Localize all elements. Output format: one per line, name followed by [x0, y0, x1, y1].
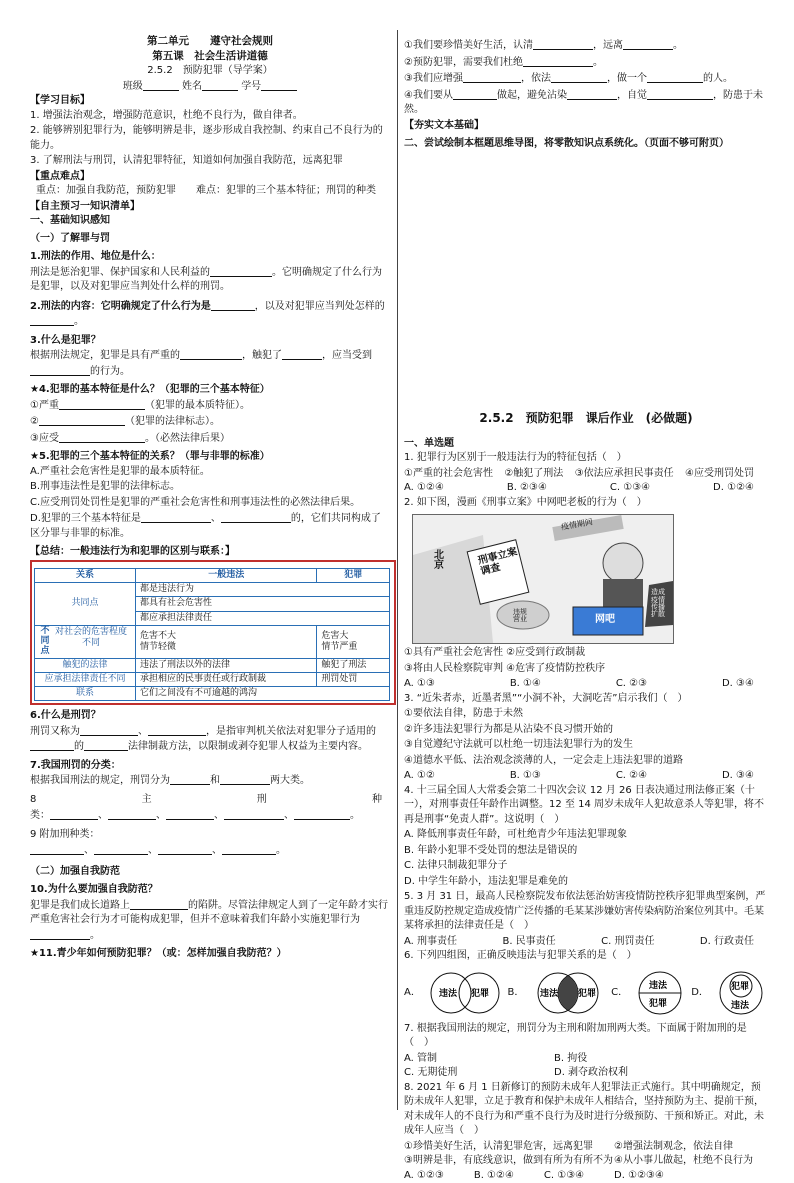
answer-blank[interactable] [158, 843, 212, 855]
option[interactable]: D. ①②④ [713, 482, 754, 494]
venn-label-crime: 犯罪 [649, 998, 668, 1009]
question-text: 9 附加刑种类： [30, 828, 100, 840]
answer-blank[interactable] [30, 314, 74, 326]
answer-blank[interactable] [84, 739, 128, 751]
question-title: 10.为什么要加强自我防范？ [30, 884, 158, 896]
venn-label-illegal: 违法 [730, 1000, 749, 1011]
statement: ①具有严重社会危害性 ②应受到行政制裁 [404, 647, 586, 659]
options-row [404, 935, 754, 950]
answer-blank[interactable] [80, 724, 138, 736]
question-text: 根据我国刑法的规定，刑罚分为 和 两大类。 [30, 775, 310, 787]
statement: ④应受刑罚处罚 [685, 467, 754, 479]
statement: ③明辨是非，有底线意识，做到有所为有所不为 [404, 1155, 613, 1167]
option-letter[interactable]: A． [404, 986, 421, 998]
option[interactable]: A. ①②④ [404, 482, 444, 494]
cartoon-sign-label: 违规营业 [513, 608, 527, 624]
question-stem: 5. 3 月 31 日，最高人民检察院发布依法惩治妨害疫情防控秩序犯罪典型案例，严重违反防控规定造成疫情广泛传播的毛某某涉嫌妨害传染病防治案位列其中。毛某某将承担的法律责任是（ ） [404, 891, 766, 932]
question-text: 刑罚又称为 、 ，是指审判机关依法对犯罪分子适用的的 法律制裁方法，以限制或剥夺犯罪人权益为主要内容。 [30, 725, 376, 753]
option[interactable]: C. ①③④ [543, 1169, 585, 1181]
answer-blank[interactable] [523, 55, 593, 67]
column-divider [397, 30, 398, 1110]
prevention-line: ①我们要珍惜美好生活，认清 ，远离 。 [404, 40, 683, 51]
common-label: 共同点 [35, 583, 136, 626]
cartoon-risk-label: 造成疫情传播扩散 [651, 588, 665, 619]
option[interactable]: C. ②③ [615, 678, 648, 690]
table-cell: 都应承担法律责任 [136, 611, 390, 625]
statement: ①严重的社会危害性 [404, 467, 493, 479]
answer-blank[interactable] [220, 773, 270, 785]
answer-blank[interactable] [221, 511, 291, 523]
option[interactable]: C. ①③④ [609, 482, 651, 494]
cartoon-cafe-label: 网吧 [595, 614, 615, 626]
answer-blank[interactable] [30, 928, 90, 940]
main-punishment-blanks: 类： 、 、 、 、 。 [30, 810, 360, 822]
additional-punishment-blanks: 、 、 、 。 [30, 843, 390, 859]
options-row [404, 1169, 664, 1183]
answer-blank[interactable] [567, 88, 617, 100]
table-row-label: 应承担法律责任不同 [35, 672, 136, 686]
question-stem: 8. 2021 年 6 月 1 日新修订的预防未成年人犯罪法正式施行。其中明确规定，预防未成年人犯罪，立足于教育和保护未成年人相结合，坚持预防为主、提前干预，对未成年人的不良行为和严重不良行为及时进行分级预防、干预和矫正。对此，未成年人应当（ ） [404, 1081, 764, 1137]
venn-label-crime: 犯罪 [730, 981, 749, 992]
venn-diagram-b[interactable] [528, 970, 607, 1016]
cartoon-period-label: 疫情期间 [560, 517, 594, 533]
answer-blank[interactable] [130, 898, 188, 910]
options-row [404, 677, 754, 692]
options-row [404, 1052, 704, 1067]
question-text: 刑法是惩治犯罪、保护国家和人民利益的 。它明确规定了什么行为是犯罪，以及对犯罪应当判处什么样的刑罚。 [30, 266, 382, 293]
table-header: 一般违法 [136, 568, 317, 582]
option[interactable]: D. ③④ [721, 678, 754, 690]
goal-item: 1. 增强法治观念，增强防范意识，杜绝不良行为，做自律者。 [30, 109, 303, 121]
relation-line: D.犯罪的三个基本特征是 、 的，它们共同构成了区分罪与非罪的标准。 [30, 513, 381, 539]
question-stem: 6. 下列四组图，正确反映违法与犯罪关系的是（ ） [404, 950, 637, 962]
table-cell: 都是违法行为 [136, 583, 390, 597]
question-title: ★5.犯罪的三个基本特征的关系？（罪与非罪的标准） [30, 451, 270, 463]
answer-blank[interactable] [453, 88, 497, 100]
table-cell: 危害不大 情节轻微 [136, 625, 317, 658]
table-row-label: 不同点 对社会的危害程度不同 [35, 625, 136, 658]
table-cell: 都具有社会危害性 [136, 597, 390, 611]
option[interactable]: B. 年龄小犯罪不受处罚的想法是错误的 [404, 844, 578, 856]
statement-row [404, 467, 754, 482]
option[interactable]: B. ①③ [509, 770, 541, 782]
table-cell: 违法了刑法以外的法律 [136, 658, 317, 672]
option[interactable]: A. ①② [404, 770, 435, 782]
answer-blank[interactable] [647, 88, 713, 100]
option[interactable]: B. ①④ [509, 678, 541, 690]
answer-blank[interactable] [148, 724, 206, 736]
option-letter[interactable]: C． [611, 986, 629, 998]
table-header: 关系 [35, 568, 136, 582]
answer-blank[interactable] [211, 299, 255, 311]
table-cell: 刑罚处罚 [317, 672, 390, 686]
question-stem: 3. “近朱者赤，近墨者黑”“小洞不补，大洞吃苦”启示我们（ ） [404, 692, 688, 704]
option[interactable]: D. 剥夺政治权利 [554, 1067, 629, 1079]
relation-line: C.应受刑罚处罚性是犯罪的严重社会危害性和刑事违法性的必然法律后果。 [30, 496, 361, 508]
feature-line: ①严重 （犯罪的最本质特征）。 [30, 399, 250, 411]
cartoon-illustration [413, 515, 673, 643]
venn-diagram-d[interactable] [713, 970, 768, 1016]
answer-blank[interactable] [94, 843, 148, 855]
diff-label: 不同点 [40, 625, 50, 656]
answer-blank[interactable] [533, 38, 593, 50]
comparison-table-frame [30, 560, 396, 705]
option[interactable]: B. ①②④ [473, 1169, 514, 1181]
venn-label-crime: 犯罪 [470, 988, 489, 999]
question-stem: 1. 犯罪行为区别于一般违法行为的特征包括（ ） [404, 452, 627, 464]
answer-blank[interactable] [222, 843, 276, 855]
unit-title: 第二单元 遵守社会规则 [147, 35, 273, 47]
options-row [404, 1066, 704, 1081]
answer-blank[interactable] [30, 739, 74, 751]
question-title: 3.什么是犯罪？ [30, 334, 101, 346]
option[interactable]: C. 刑罚责任 [601, 935, 655, 947]
table-cell: 触犯了刑法 [317, 658, 390, 672]
venn-label-illegal: 违法 [649, 980, 668, 991]
option[interactable]: B. 拘役 [554, 1052, 588, 1064]
relation-line: B.刑事违法性是犯罪的法律标志。 [30, 481, 181, 493]
table-row-label: 联系 [35, 687, 136, 701]
option[interactable]: A. 刑事责任 [404, 935, 458, 947]
answer-blank[interactable] [141, 511, 211, 523]
question-title: ★11.青少年如何预防犯罪？（或：怎样加强自我防范？） [30, 948, 287, 960]
right-column [404, 38, 768, 1183]
option-letter[interactable]: D． [691, 986, 709, 998]
option[interactable]: D. 中学生年龄小，违法犯罪是难免的 [404, 875, 569, 887]
feature-line: ② （犯罪的法律标志）。 [30, 416, 220, 428]
venn-label-illegal: 违法 [540, 988, 559, 999]
option[interactable]: A. 降低刑事责任年龄，可杜绝青少年违法犯罪现象 [404, 829, 628, 841]
left-column [30, 34, 390, 962]
question-title: ★4.犯罪的基本特征是什么？（犯罪的三个基本特征） [30, 384, 270, 396]
cartoon-image [412, 514, 674, 644]
goals-heading: 【学习目标】 [30, 95, 90, 107]
options-row [404, 481, 754, 496]
venn-label-crime: 犯罪 [578, 988, 597, 999]
lesson-title: 第五课 社会生活讲道德 [152, 50, 268, 63]
statement: ④从小事儿做起，杜绝不良行为 [614, 1155, 753, 1167]
answer-blank[interactable] [210, 265, 272, 277]
prevention-line: ④我们要从 做起，避免沾染 ，自觉 ，防患于未然。 [404, 89, 763, 115]
statement: ②增强法制观念，依法自律 [614, 1140, 733, 1152]
answer-blank[interactable] [551, 71, 607, 83]
answer-blank[interactable] [647, 71, 703, 83]
prevention-line: ②预防犯罪，需要我们杜绝 。 [404, 56, 603, 68]
answer-blank[interactable] [180, 348, 242, 360]
option[interactable]: A. 管制 [404, 1052, 438, 1064]
answer-blank[interactable] [30, 364, 90, 376]
option[interactable]: A. ①②③ [404, 1169, 444, 1181]
question-text: 犯罪是我们成长道路上 的陷阱。尽管法律规定人到了一定年龄才实行严重危害社会行为才可能构成犯罪，但并不意味着我们年龄小实施犯罪行为。 [30, 899, 388, 941]
id-label: 学号 [241, 80, 262, 92]
question-stem: 2. 如下图，漫画《刑事立案》中网吧老板的行为（ ） [404, 496, 647, 508]
part-heading: 一、单选题 [404, 437, 454, 449]
statement: ②许多违法犯罪行为都是从沾染不良习惯开始的 [404, 723, 613, 735]
option[interactable]: B. 民事责任 [502, 935, 556, 947]
answer-blank[interactable] [50, 808, 98, 820]
question-stem: 4. 十三届全国人大常委会第二十四次会议 12 月 26 日表决通过刑法修正案（十一），对刑事责任年龄作出调整。12 至 14 周岁未成年人犯故意杀人等犯罪，将不再是刑事“免责人群”。这说明（ ） [404, 784, 764, 825]
class-blank[interactable] [143, 79, 179, 91]
answer-blank[interactable] [59, 431, 145, 443]
prevention-line: ③我们应增强 ，依法 ，做一个 的人。 [404, 73, 733, 84]
venn-diagram-c[interactable] [632, 970, 687, 1016]
mindmap-task: 二、尝试绘制本框题思维导图，将零散知识点系统化。（页面不够可附页） [404, 138, 729, 149]
option[interactable]: D. ①②③④ [614, 1169, 664, 1181]
summary-heading: 【总结：一般违法行为和犯罪的区别与联系：】 [30, 546, 235, 558]
part-one-heading: 一、基础知识感知 [30, 215, 110, 227]
question-text: 2.刑法的内容：它明确规定了什么行为是 ，以及对犯罪应当判处怎样的。 [30, 300, 385, 328]
venn-label-illegal: 违法 [438, 988, 457, 999]
answer-blank[interactable] [282, 348, 322, 360]
table-cell: 承担相应的民事责任或行政制裁 [136, 672, 317, 686]
foundation-heading: 【夯实文本基础】 [404, 119, 484, 131]
key-text: 重点：加强自我防范，预防犯罪 难点：犯罪的三个基本特征；刑罚的种类 [36, 185, 376, 197]
question-title: 6.什么是刑罚？ [30, 710, 101, 722]
main-punishment-line: 8 主 刑 种 [30, 793, 382, 805]
statement: ①珍惜美好生活，认清犯罪危害，远离犯罪 [404, 1140, 593, 1152]
venn-options [404, 970, 768, 1016]
answer-blank[interactable] [463, 71, 521, 83]
table-cell: 它们之间没有不可逾越的鸿沟 [136, 687, 390, 701]
answer-blank[interactable] [294, 808, 350, 820]
options-row [404, 769, 754, 784]
name-blank[interactable] [202, 79, 238, 91]
id-blank[interactable] [261, 79, 297, 91]
venn-diagram-a[interactable] [425, 970, 504, 1016]
table-cell: 危害大 情节严重 [317, 625, 390, 658]
feature-line: ③应受 。（必然法律后果） [30, 432, 230, 444]
answer-blank[interactable] [224, 808, 284, 820]
answer-blank[interactable] [59, 398, 145, 410]
subsection-title: （一）了解罪与罚 [30, 232, 110, 244]
class-label: 班级 [122, 80, 143, 92]
option-letter[interactable]: B． [507, 986, 525, 998]
answer-blank[interactable] [108, 808, 156, 820]
answer-blank[interactable] [623, 38, 673, 50]
statement-row [404, 1140, 764, 1155]
statement: ③依法应承担民事责任 [574, 467, 674, 479]
question-title: 7.我国刑罚的分类： [30, 759, 121, 771]
table-header: 犯罪 [317, 568, 390, 582]
name-label: 姓名 [182, 80, 202, 92]
answer-blank[interactable] [166, 808, 214, 820]
statement: ④道德水平低、法治观念淡薄的人，一定会走上违法犯罪的道路 [404, 754, 683, 766]
goal-item: 2. 能够辨别犯罪行为，能够明辨是非，逐步形成自我控制、约束自己不良行为的能力。 [30, 125, 383, 151]
subsection-title: （二）加强自我防范 [30, 865, 120, 877]
option[interactable]: C. ②④ [615, 770, 648, 782]
option[interactable]: D. 行政责任 [699, 935, 754, 947]
table-row-label: 触犯的法律 [35, 658, 136, 672]
option[interactable]: B. ②③④ [506, 482, 547, 494]
cartoon-beijing-label: 北京 [431, 549, 443, 570]
key-heading: 【重点难点】 [30, 170, 90, 182]
student-info [30, 79, 390, 95]
option[interactable]: D. ③④ [721, 770, 754, 782]
question-text: 根据刑法规定，犯罪是具有严重的 ，触犯了 ，应当受到的行为。 [30, 350, 372, 377]
statement: ③将由人民检察院审判 ④危害了疫情防控秩序 [404, 662, 606, 674]
section-title: 2.5.2 预防犯罪（导学案） [147, 65, 273, 77]
relation-line: A.严重社会危害性是犯罪的最本质特征。 [30, 465, 210, 477]
cartoon-case-label: 刑事立案调查 [476, 546, 519, 578]
question-stem: 7. 根据我国刑法的规定，刑罚分为主刑和附加刑两大类。下面属于附加刑的是（ ） [404, 1022, 747, 1049]
answer-blank[interactable] [30, 843, 84, 855]
option[interactable]: C. 无期徒刑 [404, 1067, 458, 1079]
preview-heading: 【自主预习一知识清单】 [30, 200, 140, 212]
statement: ①要依法自律，防患于未然 [404, 708, 523, 720]
statement: ②触犯了刑法 [504, 467, 564, 479]
option[interactable]: C. 法律只制裁犯罪分子 [404, 860, 508, 872]
option[interactable]: A. ①③ [404, 678, 435, 690]
statement: ③自觉遵纪守法就可以杜绝一切违法犯罪行为的发生 [404, 739, 633, 751]
comparison-table [34, 568, 390, 701]
answer-blank[interactable] [39, 414, 125, 426]
homework-title: 2.5.2 预防犯罪 课后作业 (必做题) [479, 410, 693, 425]
question-title: 1.刑法的作用、地位是什么： [30, 251, 161, 263]
goal-item: 3. 了解刑法与刑罚，认清犯罪特征，知道如何加强自我防范，远离犯罪 [30, 155, 343, 167]
statement-row [404, 1154, 764, 1169]
answer-blank[interactable] [170, 773, 210, 785]
